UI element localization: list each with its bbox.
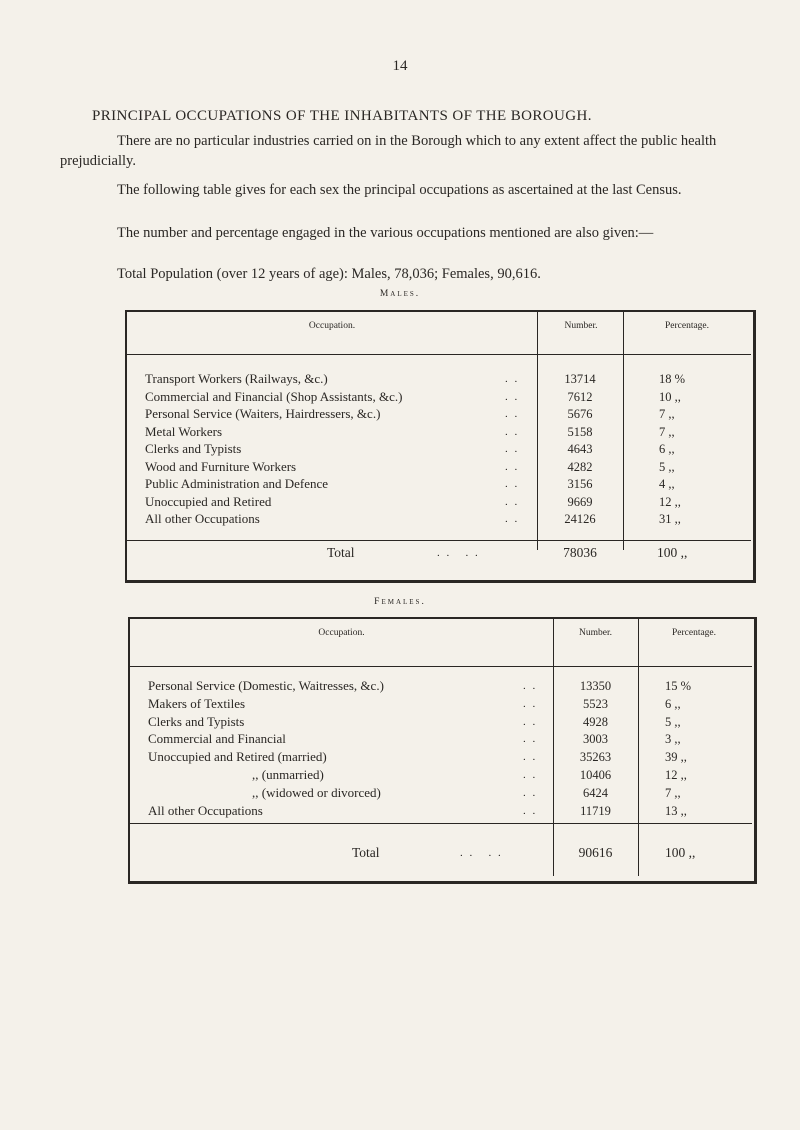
row-occupation: All other Occupations: [145, 511, 260, 526]
row-number: 6424: [583, 785, 608, 800]
males-header-occupation: Occupation.: [308, 321, 356, 331]
row-leader-dots: . .: [505, 513, 520, 525]
row-leader-dots: . .: [523, 804, 538, 817]
females-header-number: Number.: [579, 628, 612, 638]
row-leader-dots: . .: [523, 786, 538, 799]
males-header-percentage: Percentage.: [664, 321, 710, 331]
table-row: [127, 476, 751, 492]
row-number: 13350: [579, 679, 612, 693]
row-percentage: 3 ,,: [665, 732, 681, 747]
row-leader-dots: . .: [523, 697, 538, 710]
females-header-occupation: Occupation.: [318, 628, 365, 638]
row-leader-dots: . .: [523, 680, 538, 692]
table-row: [127, 441, 751, 457]
row-occupation: Unoccupied and Retired (married): [148, 749, 327, 765]
row-percentage: 39 ,,: [665, 750, 687, 765]
row-occupation: All other Occupations: [148, 802, 263, 818]
females-table: [128, 617, 757, 884]
row-leader-dots: . .: [505, 390, 520, 403]
row-leader-dots: . .: [523, 769, 538, 781]
row-occupation: Personal Service (Domestic, Waitresses, &c.): [148, 678, 384, 693]
females-total-dots: . . . .: [460, 847, 503, 859]
row-number: 24126: [564, 512, 596, 526]
row-percentage: 12 ,,: [659, 494, 681, 509]
females-caption: Females.: [374, 597, 426, 607]
page-number: 14: [392, 58, 408, 74]
row-occupation: Metal Workers: [145, 423, 223, 439]
row-number: 4282: [567, 459, 593, 474]
row-number: 11719: [580, 803, 611, 818]
row-occupation: Public Administration and Defence: [145, 476, 329, 491]
females-total-number: 90616: [578, 845, 613, 860]
row-occupation: ,, (unmarried): [252, 767, 324, 782]
females-divider-1: [553, 619, 554, 876]
table-row: [127, 511, 751, 527]
row-leader-dots: . .: [523, 751, 538, 764]
females-total-percentage: 100 ,,: [665, 845, 696, 860]
row-number: 10406: [579, 768, 612, 782]
males-total-dots: . . . .: [437, 547, 480, 559]
males-total-divider: [127, 540, 751, 541]
row-percentage: 7 ,,: [659, 407, 675, 421]
total-population-line: Total Population (over 12 years of age): Males, 78,036; Females, 90,616.: [117, 266, 541, 282]
table-row: [130, 803, 752, 819]
table-row: [127, 406, 751, 422]
row-leader-dots: . .: [523, 733, 538, 746]
row-number: 5158: [567, 424, 593, 439]
males-total-percentage: 100 ,,: [657, 545, 688, 560]
number-percentage-paragraph: The number and percentage engaged in the various occupations mentioned are also given:—: [117, 225, 654, 241]
table-row: [130, 749, 752, 765]
row-occupation: Personal Service (Waiters, Hairdressers, &c.): [145, 406, 381, 421]
females-divider-2: [638, 619, 639, 876]
males-total-number: 78036: [563, 545, 597, 560]
row-leader-dots: . .: [505, 495, 520, 508]
row-percentage: 18 %: [659, 372, 686, 386]
table-row: [127, 494, 751, 510]
males-total-label: Total: [327, 545, 355, 560]
row-number: 5676: [567, 407, 593, 421]
table-row: [130, 678, 752, 694]
table-row: [130, 696, 752, 712]
females-total-label: Total: [352, 845, 380, 860]
males-header-divider: [127, 354, 751, 355]
section-heading: PRINCIPAL OCCUPATIONS OF THE INHABITANTS OF THE BOROUGH.: [92, 108, 592, 124]
row-number: 35263: [579, 750, 612, 765]
table-row: [127, 424, 751, 440]
row-leader-dots: . .: [505, 373, 520, 385]
table-row: [127, 389, 751, 405]
row-leader-dots: . .: [505, 478, 520, 490]
row-occupation: Clerks and Typists: [148, 713, 245, 729]
row-number: 5523: [583, 696, 608, 711]
row-percentage: 5 ,,: [659, 459, 675, 474]
row-percentage: 31 ,,: [659, 512, 681, 526]
table-row: [130, 731, 752, 747]
table-row: [130, 785, 752, 801]
row-leader-dots: . .: [505, 408, 520, 420]
intro-paragraph: There are no particular industries carried on in the Borough which to any extent affect the public health prejudicially.: [60, 133, 717, 169]
row-occupation: Wood and Furniture Workers: [145, 458, 297, 474]
row-number: 9669: [567, 494, 593, 509]
row-leader-dots: . .: [505, 443, 520, 455]
row-percentage: 5 ,,: [665, 714, 681, 729]
row-occupation: ,, (widowed or divorced): [252, 784, 381, 800]
row-number: 3156: [567, 477, 593, 491]
row-number: 13714: [564, 372, 596, 386]
table-row: [127, 371, 751, 387]
row-percentage: 15 %: [665, 679, 692, 693]
row-number: 4643: [567, 442, 593, 456]
table-row: [127, 459, 751, 475]
row-number: 7612: [567, 389, 593, 404]
females-header-divider: [130, 666, 752, 667]
table-row: [130, 714, 752, 730]
row-percentage: 7 ,,: [659, 424, 675, 439]
row-number: 3003: [583, 732, 608, 747]
males-header-number: Number.: [564, 321, 598, 331]
row-occupation: Commercial and Financial (Shop Assistants, &c.): [145, 388, 403, 404]
row-occupation: Commercial and Financial: [148, 731, 286, 747]
row-leader-dots: . .: [523, 715, 538, 728]
row-occupation: Transport Workers (Railways, &c.): [145, 371, 328, 386]
row-percentage: 12 ,,: [665, 768, 687, 782]
table-row: [130, 767, 752, 783]
males-table: [125, 310, 756, 583]
row-occupation: Makers of Textiles: [148, 695, 246, 711]
females-header-percentage: Percentage.: [671, 628, 717, 638]
census-paragraph: The following table gives for each sex the principal occupations as ascertained at the last Census.: [117, 182, 682, 198]
row-percentage: 6 ,,: [659, 442, 675, 456]
row-leader-dots: . .: [505, 460, 520, 473]
row-occupation: Clerks and Typists: [145, 441, 242, 456]
row-leader-dots: . .: [505, 425, 520, 438]
row-percentage: 4 ,,: [659, 477, 675, 491]
row-percentage: 13 ,,: [665, 803, 687, 818]
row-occupation: Unoccupied and Retired: [145, 493, 272, 509]
row-number: 4928: [583, 714, 608, 729]
row-percentage: 10 ,,: [659, 389, 681, 404]
males-caption: Males.: [379, 289, 421, 299]
row-percentage: 7 ,,: [665, 785, 681, 800]
females-total-divider: [130, 823, 752, 824]
row-percentage: 6 ,,: [665, 696, 681, 711]
